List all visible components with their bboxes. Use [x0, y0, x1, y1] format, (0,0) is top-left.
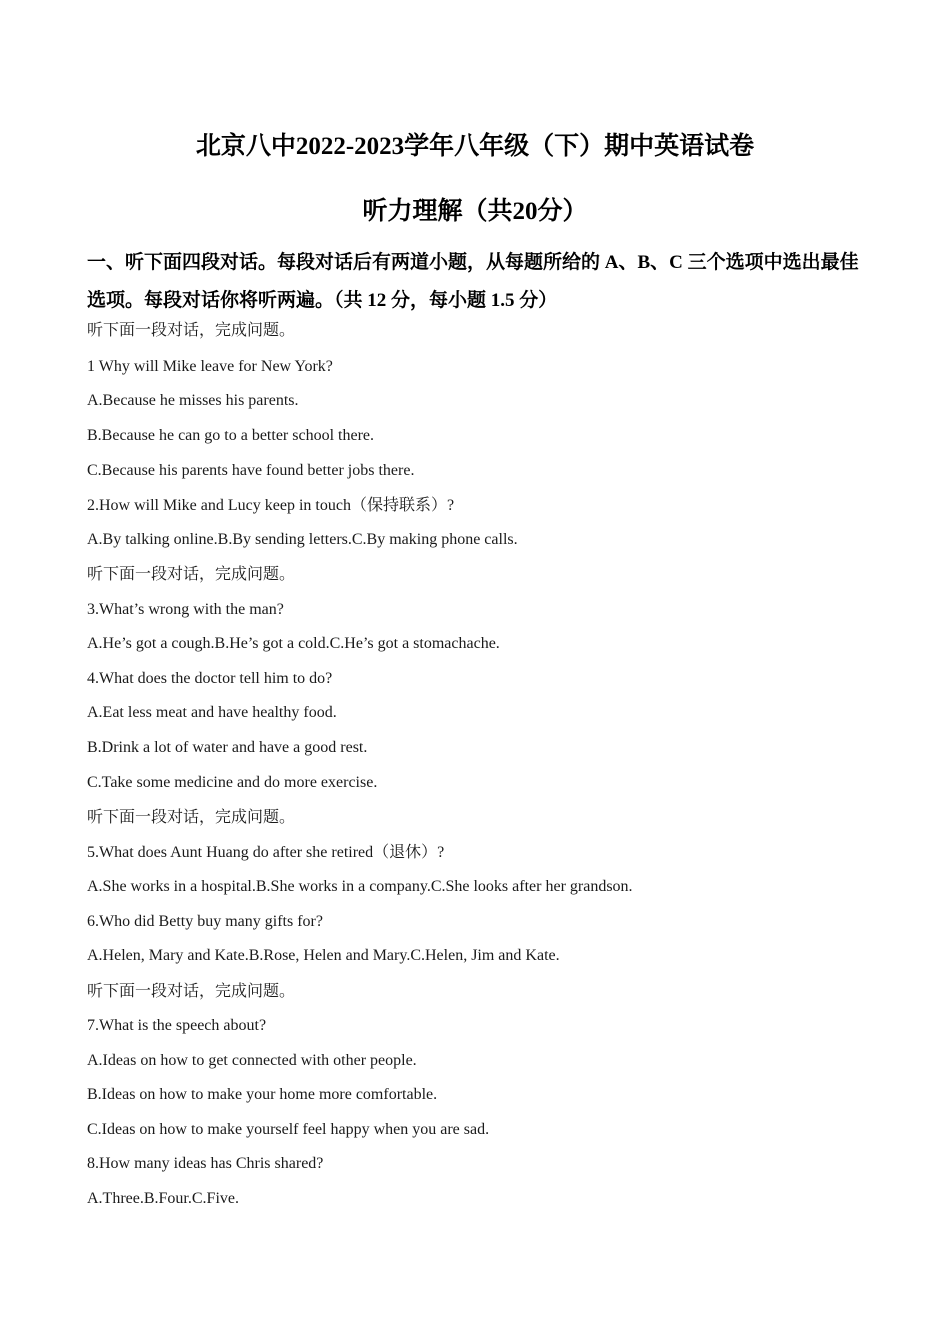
- question-4-option-b: B.Drink a lot of water and have a good rest.: [87, 739, 368, 756]
- question-6-options: A.Helen, Mary and Kate.B.Rose, Helen and Mary.C.Helen, Jim and Kate.: [87, 947, 560, 964]
- question-4-option-a: A.Eat less meat and have healthy food.: [87, 704, 337, 721]
- question-3: 3.What’s wrong with the man?: [87, 601, 284, 618]
- question-7-option-c: C.Ideas on how to make yourself feel happy when you are sad.: [87, 1121, 490, 1138]
- section-instruction-line-1: 一、听下面四段对话。每段对话后有两道小题，从每题所给的 A、B、C 三个选项中选出最佳: [87, 252, 859, 273]
- section-title: 听力理解（共20分）: [362, 198, 588, 225]
- dialogue-intro: 听下面一段对话，完成问题。: [87, 983, 296, 1000]
- question-8: 8.How many ideas has Chris shared?: [87, 1155, 324, 1172]
- dialogue-intro: 听下面一段对话，完成问题。: [87, 809, 296, 826]
- question-1-option-c: C.Because his parents have found better jobs there.: [87, 462, 415, 479]
- question-8-options: A.Three.B.Four.C.Five.: [87, 1190, 239, 1207]
- question-1: 1 Why will Mike leave for New York?: [87, 358, 333, 375]
- exam-title: 北京八中2022-2023学年八年级（下）期中英语试卷: [195, 133, 755, 160]
- dialogue-intro: 听下面一段对话，完成问题。: [87, 566, 296, 583]
- question-5: 5.What does Aunt Huang do after she retired（退休）?: [87, 844, 445, 861]
- question-4-option-c: C.Take some medicine and do more exercise.: [87, 774, 378, 791]
- question-5-options: A.She works in a hospital.B.She works in a company.C.She looks after her grandson.: [87, 878, 633, 895]
- question-7-option-b: B.Ideas on how to make your home more comfortable.: [87, 1086, 438, 1103]
- question-1-option-a: A.Because he misses his parents.: [87, 392, 299, 409]
- question-7-option-a: A.Ideas on how to get connected with other people.: [87, 1052, 417, 1069]
- question-3-options: A.He’s got a cough.B.He’s got a cold.C.He’s got a stomachache.: [87, 635, 500, 652]
- question-6: 6.Who did Betty buy many gifts for?: [87, 913, 323, 930]
- section-instruction-line-2: 选项。每段对话你将听两遍。（共 12 分，每小题 1.5 分）: [87, 290, 558, 311]
- dialogue-intro: 听下面一段对话，完成问题。: [87, 322, 296, 339]
- question-2-options: A.By talking online.B.By sending letters.C.By making phone calls.: [87, 531, 518, 548]
- question-4: 4.What does the doctor tell him to do?: [87, 670, 333, 687]
- question-7: 7.What is the speech about?: [87, 1017, 267, 1034]
- question-2: 2.How will Mike and Lucy keep in touch（保持联系）?: [87, 497, 455, 514]
- question-1-option-b: B.Because he can go to a better school there.: [87, 427, 374, 444]
